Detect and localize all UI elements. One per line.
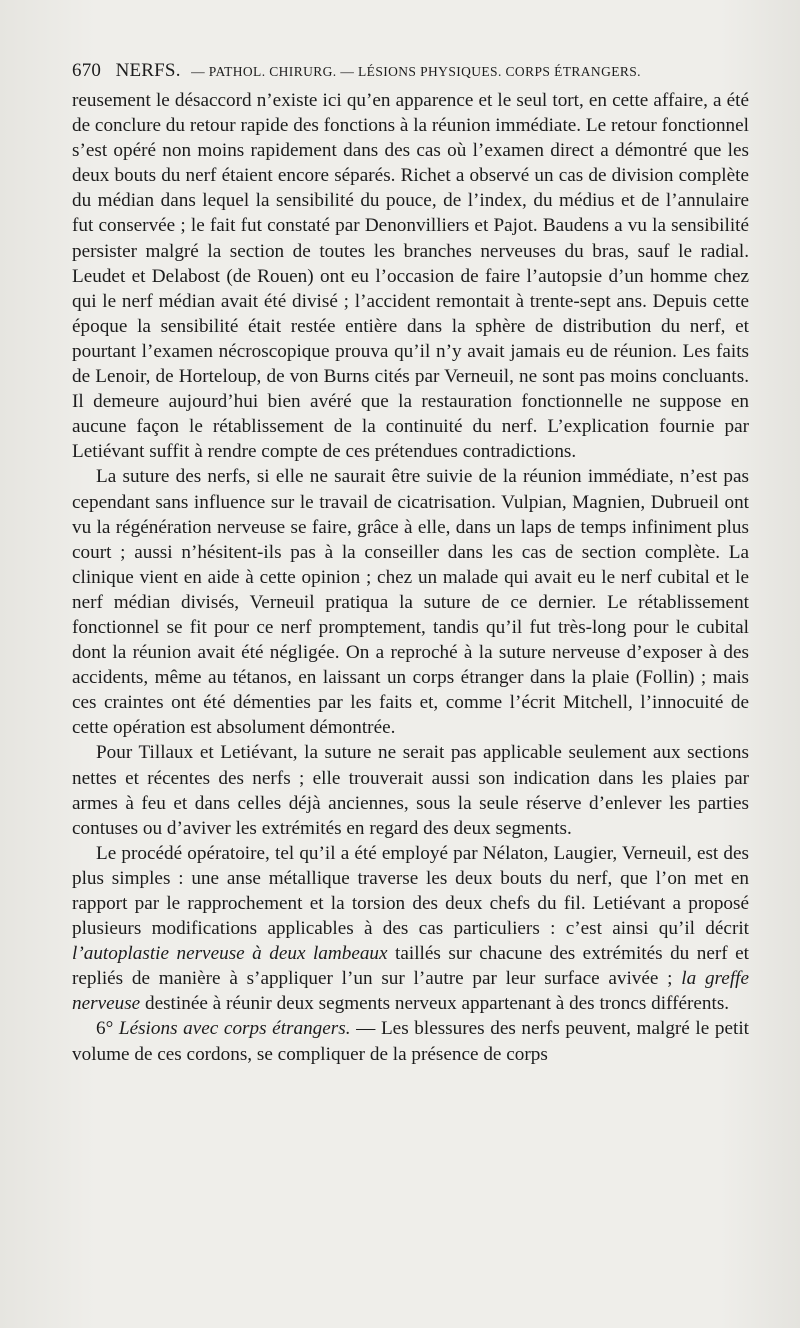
section-number: 6° — [96, 1018, 114, 1040]
paragraph-text: taillés sur chacune des extrémités du nerf et repliés de manière à s’appliquer l’un sur l’autre par leur surface avivée ; — [72, 943, 749, 990]
paragraph-text: Le procédé opératoire, tel qu’il a été employé par Nélaton, Laugier, Verneuil, est des plus simples : une anse métallique traverse les deux bouts du nerf, que l’on met en rapport par le rapprochement et la torsion des deux chefs du fil. Letiévant a proposé plusieurs modifications applicables à des cas particuliers : c’est ainsi qu’il décrit — [72, 842, 749, 940]
running-header — [72, 60, 762, 82]
page-number: 670 — [72, 60, 102, 81]
paragraph-tillaux: Pour Tillaux et Letiévant, la suture ne serait pas applicable seulement aux sections nettes et récentes des nerfs ; elle trouverait aussi son indication dans les plaies par armes à feu et dans celles déjà anciennes, sous la seule réserve d’enlever les parties contuses ou d’aviver les extrémités en regard des deux segments. — [72, 742, 749, 839]
page-body — [72, 88, 749, 1067]
paragraph-text: — Les blessures des nerfs peuvent, malgré le petit volume de ces cordons, se compliquer de la présence de corps — [72, 1018, 750, 1065]
paragraph-procede — [72, 841, 749, 1017]
italic-term: l’autoplastie nerveuse à deux lambeaux — [72, 943, 388, 965]
paragraph-suture: La suture des nerfs, si elle ne saurait être suivie de la réunion immédiate, n’est pas cependant sans influence sur le travail de cicatrisation. Vulpian, Magnien, Dubrueil ont vu la régénération nerveuse se faire, grâce à elle, dans un laps de temps infiniment plus court ; aussi n’hésitent-ils pas à la conseiller dans les cas de section complète. La clinique vient en aide à cette opinion ; chez un malade qui avait eu le nerf cubital et le nerf médian divisés, Verneuil pratiqua la suture de ce dernier. Le rétablissement fonctionnel se fit pour ce nerf promptement, tandis qu’il fut très-long pour le cubital dont la réunion avait été négligée. On a reproché à la suture nerveuse d’exposer à des accidents, même au tétanos, en laissant un corps étranger dans la plaie (Follin) ; mais ces craintes ont été démenties par les faits et, comme l’écrit Mitchell, l’innocuité de cette opération est absolument démontrée. — [72, 466, 749, 739]
paragraph-text: destinée à réunir deux segments nerveux appartenant à des troncs différents. — [140, 993, 730, 1015]
section-title: NERFS. — [115, 60, 181, 81]
running-title: — PATHOL. CHIRURG. — LÉSIONS PHYSIQUES. CORPS ÉTRANGERS. — [191, 64, 641, 79]
paragraph-continued: reusement le désaccord n’existe ici qu’en apparence et le seul tort, en cette affaire, a été de conclure du retour rapide des fonctions à la réunion immédiate. Le retour fonctionnel s’est opéré non moins rapidement dans des cas où l’examen direct a démontré que les deux bouts du nerf étaient encore séparés. Richet a observé un cas de division complète du médian dans lequel la sensibilité du pouce, de l’index, du médius et de l’annulaire fut conservée ; le fait fut constaté par Denonvilliers et Pajot. Baudens a vu la sensibilité persister malgré la section de toutes les branches nerveuses du bras, sauf le radial. Leudet et Delabost (de Rouen) ont eu l’occasion de faire l’autopsie d’un homme chez qui le nerf médian avait été divisé ; l’accident remontait à trente-sept ans. Depuis cette époque la sensibilité était restée entière dans la sphère de distribution du nerf, et pourtant l’examen nécroscopique prouva qu’il n’y avait jamais eu de réunion. Les faits de Lenoir, de Horteloup, de von Burns cités par Verneuil, ne sont pas moins concluants. Il demeure aujourd’hui bien avéré que la restauration fonctionnelle ne suppose en aucune façon le rétablissement de la continuité du nerf. L’explication fournie par Letiévant suffit à rendre compte de ces prétendues contradictions. — [72, 90, 749, 463]
section-heading: Lésions avec corps étrangers. — [118, 1018, 351, 1040]
paragraph-section-6 — [72, 1016, 749, 1066]
italic-term: la greffe nerveuse — [72, 968, 750, 1015]
